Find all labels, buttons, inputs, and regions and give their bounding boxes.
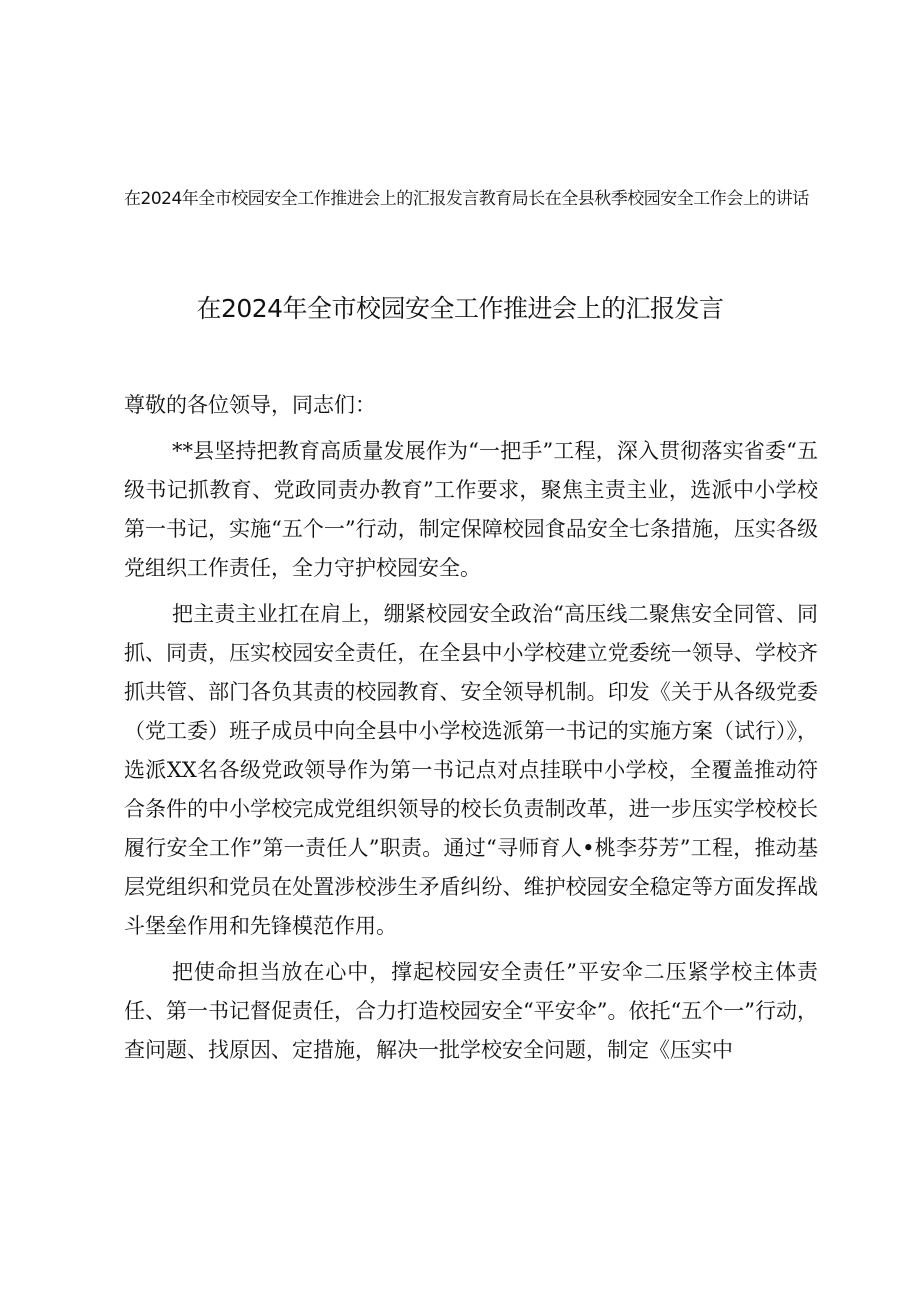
body-paragraph: 把主责主业扛在肩上，绷紧校园安全政治“高压线二聚焦安全同管、同抓、同责，压实校园安全责任，在全县中小学校建立党委统一领导、学校齐抓共管、部门各负其责的校园教育、安全领导机制。印发《关于从各级党委（党工委）班子成员中向全县中小学校选派第一书记的实施方案（试行）》，选派XX名各级党政领导作为第一书记点对点挂联中小学校，全覆盖推动符合条件的中小学校完成党组织领导的校长负责制改革，进一步压实学校校长履行安全工作”第一责任人”职责。通过“寻师育人•桃李芬芳”工程，推动基层党组织和党员在处置涉校涉生矛盾纠纷、维护校园安全稳定等方面发挥战斗堡垒作用和先锋模范作用。 [124, 602, 818, 938]
body-paragraph: **县坚持把教育高质量发展作为“一把手”工程，深入贯彻落实省委“五级书记抓教育、党政同责办教育”工作要求，聚焦主责主业，选派中小学校第一书记，实施“五个一”行动，制定保障校园食品安全七条措施，压实各级党组织工作责任，全力守护校园安全。 [124, 439, 818, 580]
salutation: 尊敬的各位领导，同志们： [124, 393, 376, 417]
page-title: 在2024年全市校园安全工作推进会上的汇报发言 [196, 294, 724, 323]
body-paragraph: 把使命担当放在心中，撑起校园安全责任”平安伞二压紧学校主体责任、第一书记督促责任，合力打造校园安全“平安伞”。依托“五个一”行动，查问题、找原因、定措施，解决一批学校安全问题，制定《压实中 [124, 960, 818, 1062]
document-body [124, 386, 818, 1077]
document-header: 在2024年全市校园安全工作推进会上的汇报发言教育局长在全县秋季校园安全工作会上的讲话 [124, 189, 809, 209]
